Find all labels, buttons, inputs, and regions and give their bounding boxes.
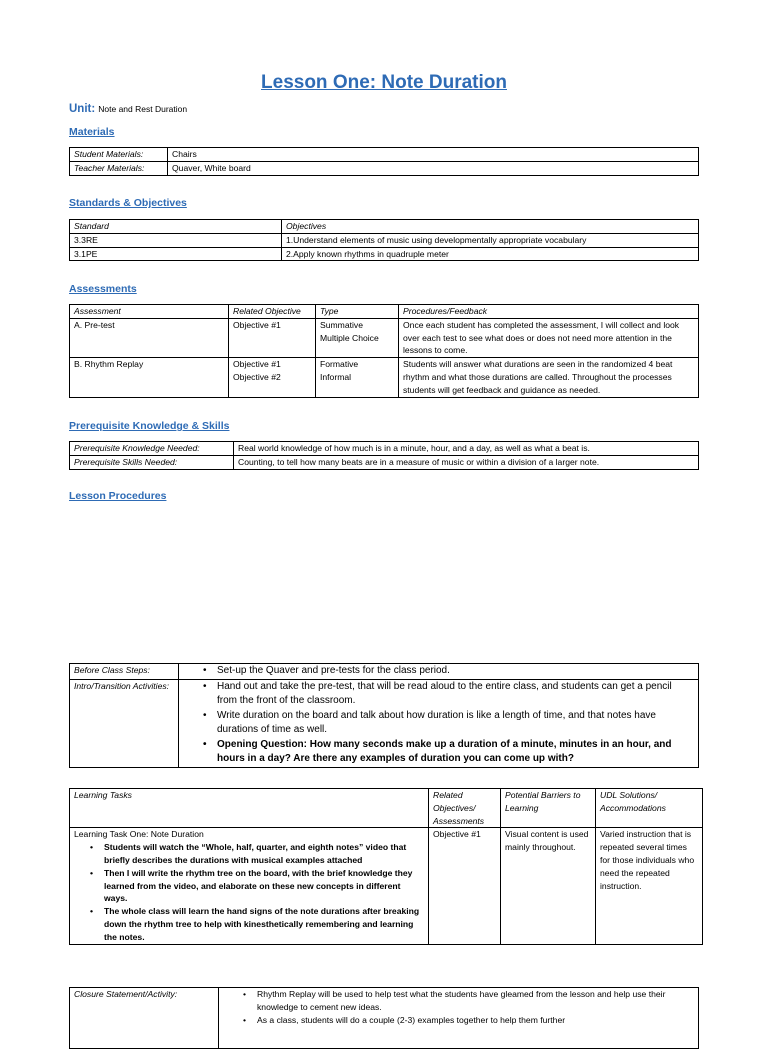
before-label: Before Class Steps: <box>70 664 179 680</box>
task-cell <box>70 828 429 944</box>
assessment-name: B. Rhythm Replay <box>70 358 229 397</box>
assessment-type: Formative Informal <box>316 358 399 397</box>
assessment-procedure: Once each student has completed the assessment, I will collect and look over each test to see what does or does not need more attention in the lessons to come. <box>399 318 699 357</box>
tasks-table <box>69 788 703 945</box>
task-title: Learning Task One: Note Duration <box>74 829 204 840</box>
unit-label: Unit: <box>69 103 96 115</box>
assessment-header: Procedures/Feedback <box>399 305 699 319</box>
list-item: • Hand out and take the pre-test, that will be read aloud to the entire class, and students can get a pencil from the front of the classroom. <box>217 680 694 709</box>
before-items <box>179 664 699 680</box>
task-udl: Varied instruction that is repeated several times for those individuals who need the repeated instruction. <box>596 828 703 944</box>
assessment-procedure: Students will answer what durations are seen in the randomized 4 beat rhythm and what those durations are called. Throughout the processes students will get feedback and guidance as needed. <box>399 358 699 397</box>
assessments-table <box>69 304 699 398</box>
opening-question: • Opening Question: How many seconds make up a duration of a minute, minutes in an hour, and hours in a day? Are there any examples of duration you can come up with? <box>217 738 694 767</box>
prereq-value: Real world knowledge of how much is in a minute, hour, and a day, as well as what a beat is. <box>234 442 699 456</box>
objective-cell: 2.Apply known rhythms in quadruple meter <box>282 247 699 261</box>
materials-table <box>69 147 699 176</box>
list-item: • The whole class will learn the hand signs of the note durations after breaking down the rhythm tree to help with kinesthetically remembering and learning the notes. <box>104 905 424 943</box>
prereq-label: Prerequisite Knowledge Needed: <box>70 442 234 456</box>
standards-table <box>69 219 699 261</box>
list-item: • Students will watch the “Whole, half, quarter, and eighth notes” video that briefly describes the durations with musical examples attached <box>104 841 424 867</box>
materials-value: Chairs <box>168 148 699 162</box>
assessment-header: Related Objective <box>229 305 316 319</box>
closure-items <box>219 988 699 1049</box>
assessment-objective: Objective #1 Objective #2 <box>229 358 316 397</box>
standard-cell: 3.1PE <box>70 247 282 261</box>
task-barrier: Visual content is used mainly throughout. <box>501 828 596 944</box>
prereq-value: Counting, to tell how many beats are in a measure of music or within a division of a larger note. <box>234 455 699 469</box>
task-objective: Objective #1 <box>429 828 501 944</box>
intro-items <box>179 679 699 767</box>
tasks-header: Learning Tasks <box>70 789 429 828</box>
standards-header: Objectives <box>282 220 699 234</box>
tasks-header: Potential Barriers to Learning <box>501 789 596 828</box>
assessment-objective: Objective #1 <box>229 318 316 357</box>
procedures-heading: Lesson Procedures <box>69 490 167 502</box>
list-item: • As a class, students will do a couple (2-3) examples together to help them further <box>257 1014 694 1027</box>
materials-label: Student Materials: <box>70 148 168 162</box>
list-item: • Write duration on the board and talk about how duration is like a length of time, and that notes have durations of time as well. <box>217 709 694 738</box>
prereq-label: Prerequisite Skills Needed: <box>70 455 234 469</box>
materials-value: Quaver, White board <box>168 161 699 175</box>
standards-header: Standard <box>70 220 282 234</box>
prereq-table <box>69 441 699 470</box>
list-item: • Rhythm Replay will be used to help test what the students have gleamed from the lesson and help use their knowledge to cement new ideas. <box>257 988 694 1014</box>
assessment-name: A. Pre-test <box>70 318 229 357</box>
intro-label: Intro/Transition Activities: <box>70 679 179 767</box>
standards-heading: Standards & Objectives <box>69 197 187 209</box>
standard-cell: 3.3RE <box>70 233 282 247</box>
steps-table <box>69 663 699 768</box>
assessment-header: Assessment <box>70 305 229 319</box>
materials-heading: Materials <box>69 126 115 138</box>
unit-line <box>69 103 187 115</box>
tasks-header: Related Objectives/ Assessments <box>429 789 501 828</box>
assessment-type: Summative Multiple Choice <box>316 318 399 357</box>
materials-label: Teacher Materials: <box>70 161 168 175</box>
prereq-heading: Prerequisite Knowledge & Skills <box>69 420 230 432</box>
page-title: Lesson One: Note Duration <box>261 72 507 93</box>
list-item: • Set-up the Quaver and pre-tests for the class period. <box>217 664 694 679</box>
tasks-header: UDL Solutions/ Accommodations <box>596 789 703 828</box>
list-item: • Then I will write the rhythm tree on the board, with the brief knowledge they learned from the video, and elaborate on these new concepts in different ways. <box>104 867 424 905</box>
unit-value: Note and Rest Duration <box>98 104 188 114</box>
closure-table <box>69 987 699 1049</box>
assessments-heading: Assessments <box>69 283 137 295</box>
objective-cell: 1.Understand elements of music using developmentally appropriate vocabulary <box>282 233 699 247</box>
assessment-header: Type <box>316 305 399 319</box>
closure-label: Closure Statement/Activity: <box>70 988 219 1049</box>
